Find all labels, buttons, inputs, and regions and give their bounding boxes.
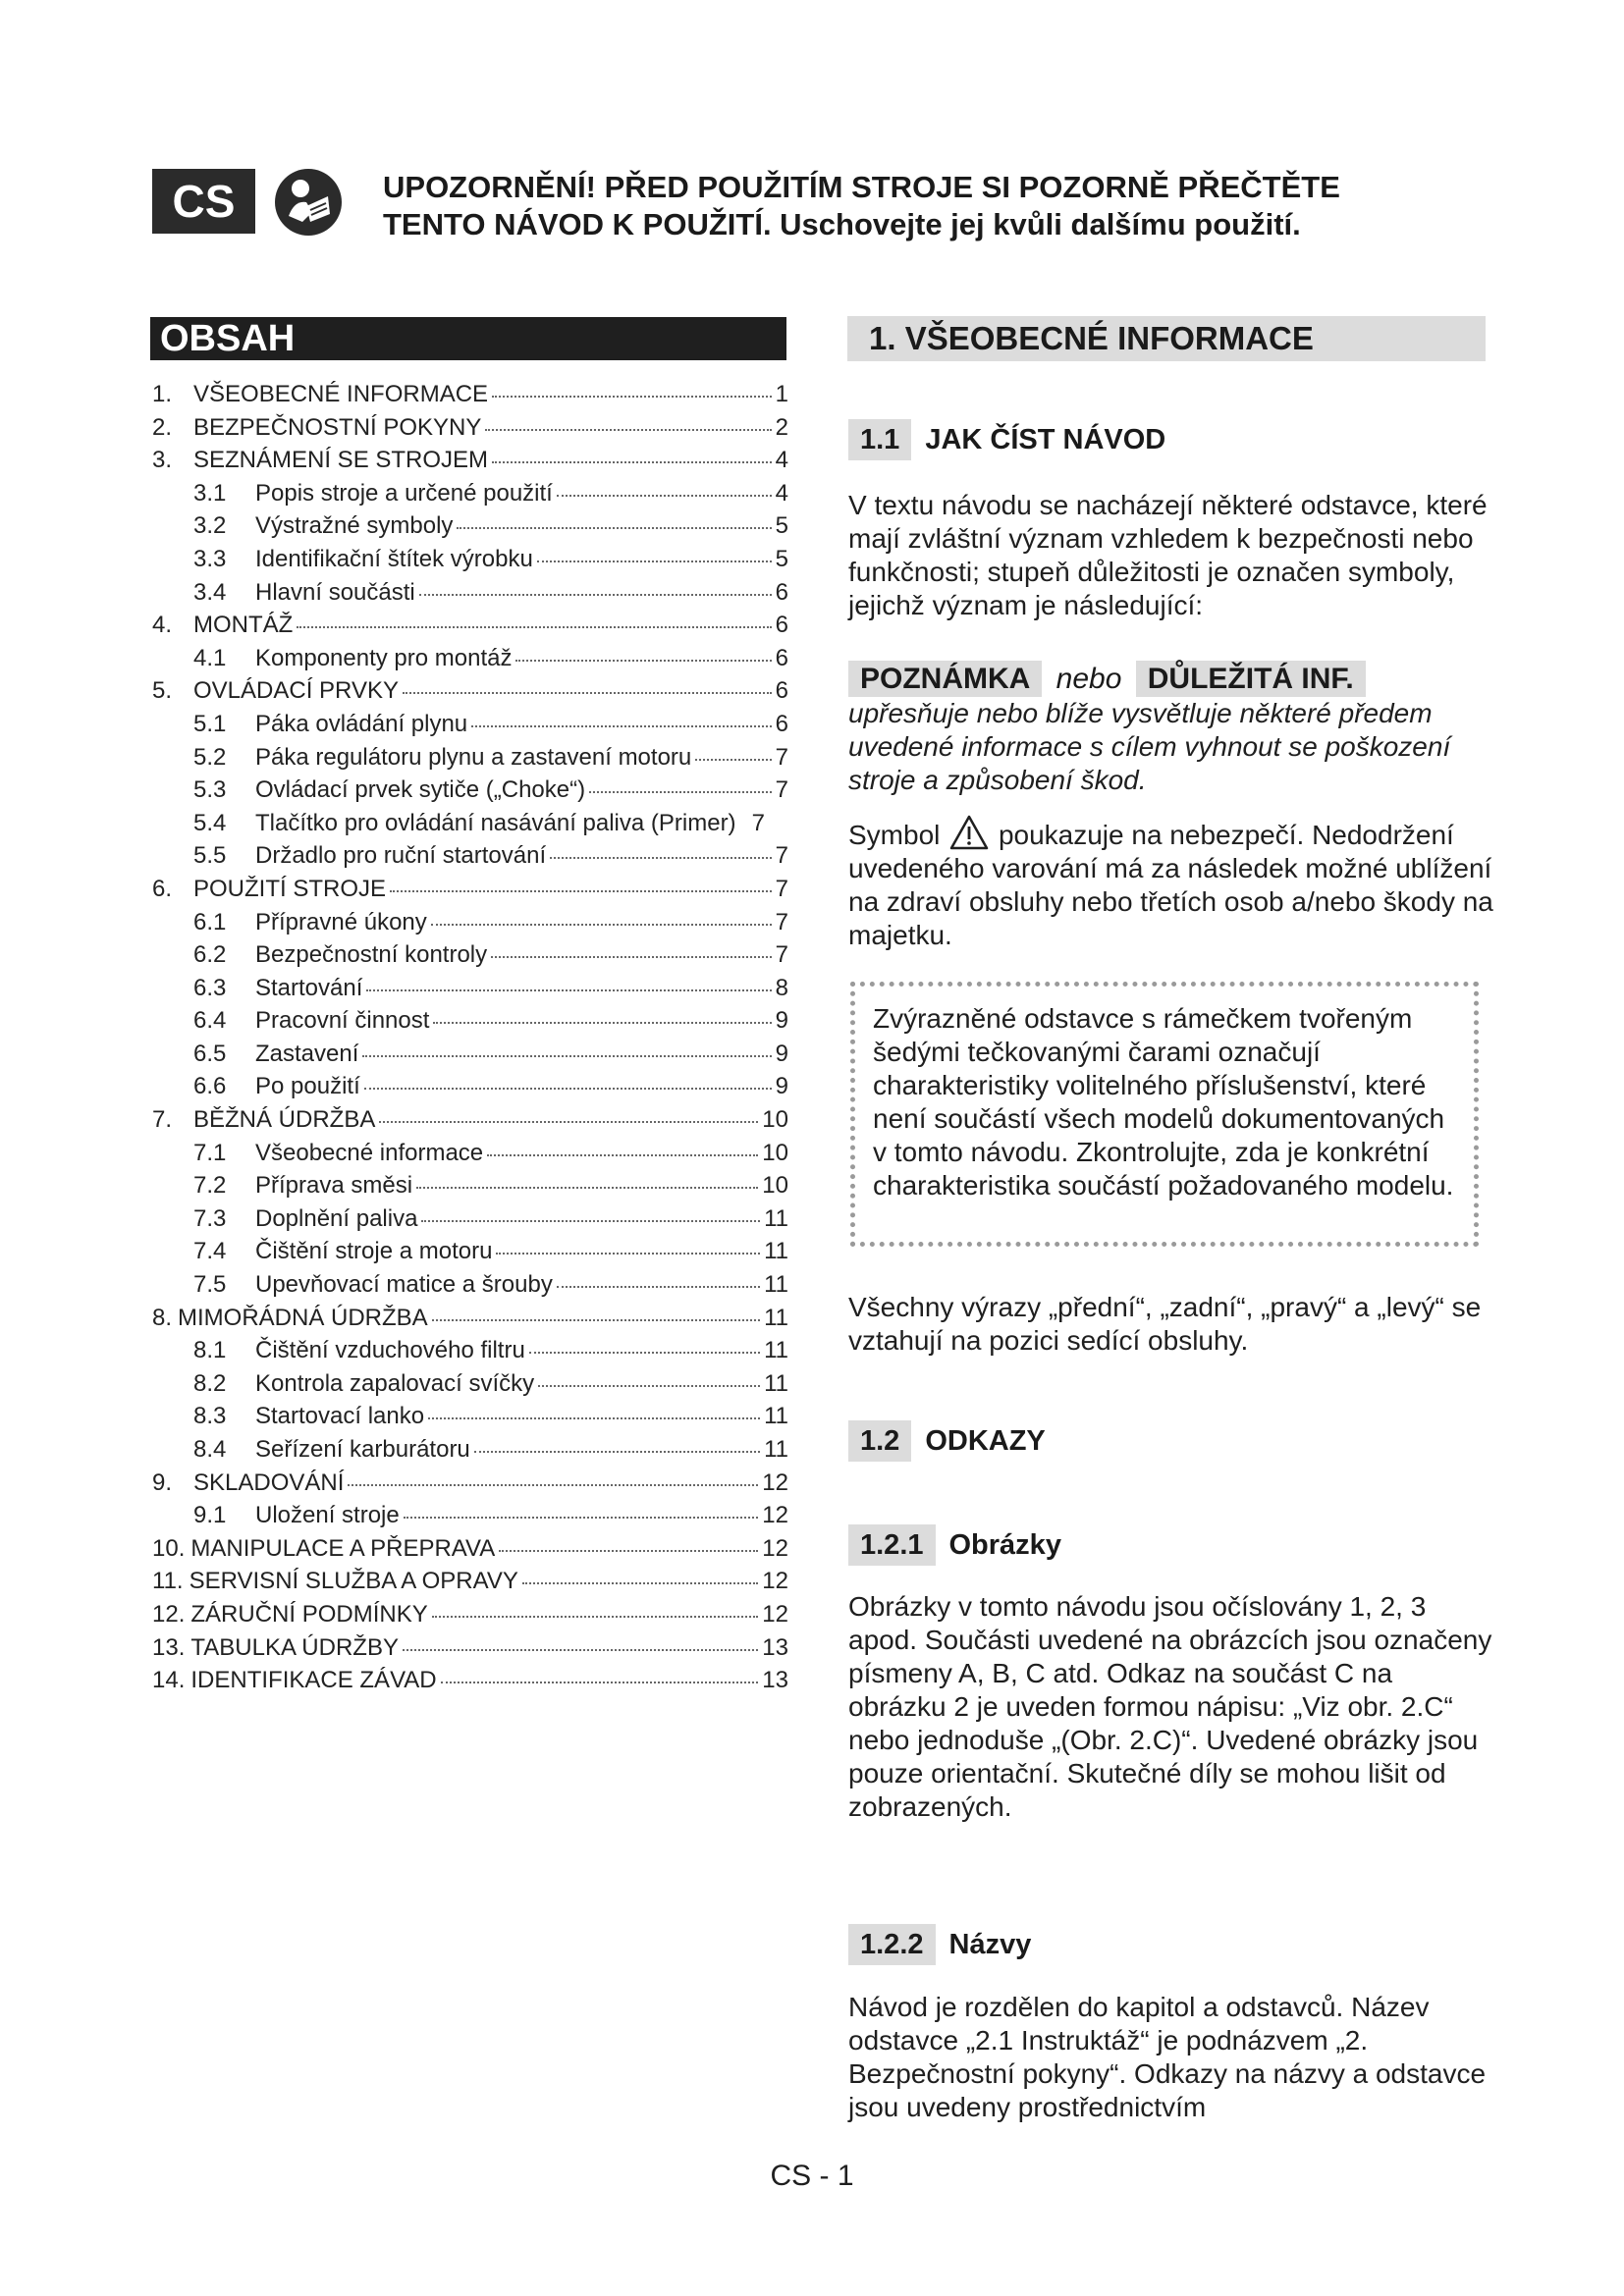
toc-entry-page: 12	[762, 1502, 788, 1529]
toc-leader-dots	[441, 1682, 759, 1683]
toc-entry-page: 7	[751, 809, 765, 836]
section-number: 1.2.1	[848, 1524, 936, 1566]
toc-leader-dots	[416, 1187, 758, 1189]
toc-leader-dots	[297, 626, 771, 628]
toc-entry-title: MANIPULACE A PŘEPRAVA	[190, 1534, 496, 1562]
toc-entry-number: 7.2	[193, 1172, 227, 1200]
toc-entry-title: Přípravné úkony	[255, 908, 427, 935]
toc-entry-number: 7.	[152, 1106, 173, 1134]
toc-leader-dots	[348, 1484, 758, 1486]
figures-paragraph: Obrázky v tomto návodu jsou očíslovány 1, 2, 3 apod. Součásti uvedené na obrázcích jsou označeny písmeny A, B, C atd. Odkaz na součást C na obrázku 2 je uveden formou nápisu: „Viz obr. 2.C“ nebo jednoduše „(Obr. 2.C)“. Uvedené obrázky jsou pouze orientační. Skutečné díly se mohou lišit od zobrazených.	[848, 1591, 1492, 1822]
toc-entry-page: 7	[775, 743, 788, 771]
toc-entry-page: 11	[764, 1369, 788, 1397]
warning-triangle-icon	[949, 815, 989, 850]
toc-entry	[152, 744, 788, 777]
toc-entry	[152, 1469, 788, 1503]
toc-entry-number: 3.2	[193, 512, 227, 540]
intro-paragraph: V textu návodu se nacházejí některé odstavce, které mají zvláštní význam vzhledem k bezpečnosti nebo funkčnosti; stupeň důležitosti je označen symboly, jejichž význam je následující:	[848, 490, 1488, 620]
toc-entry	[152, 645, 788, 678]
language-badge: CS	[152, 169, 255, 234]
toc-entry	[152, 1172, 788, 1205]
toc-entry-page: 7	[775, 941, 788, 969]
section-title: Obrázky	[948, 1528, 1061, 1561]
toc-entry-number: 3.4	[193, 578, 227, 606]
toc-entry	[152, 711, 788, 744]
toc-entry-page: 4	[775, 447, 788, 474]
optional-feature-text: Zvýrazněné odstavce s rámečkem tvořeným šedými tečkovanými čarami označují charakteristiky volitelného příslušenství, které není součástí všech modelů dokumentovaných v tomto návodu. Zkontrolujte, zda je konkrétní charakteristika součástí požadovaného modelu.	[873, 1003, 1454, 1201]
section-title: ODKAZY	[925, 1424, 1046, 1457]
toc-entry	[152, 1403, 788, 1436]
toc-leader-dots	[421, 1220, 760, 1222]
section-number: 1.2	[848, 1420, 911, 1462]
toc-leader-dots	[557, 495, 772, 497]
toc-entry-number: 6.	[152, 875, 173, 902]
toc-entry	[152, 941, 788, 975]
toc-entry-page: 7	[775, 776, 788, 804]
toc-entry	[152, 776, 788, 810]
toc-leader-dots	[491, 956, 772, 958]
toc-entry-title: SKLADOVÁNÍ	[193, 1468, 345, 1496]
toc-entry	[152, 909, 788, 942]
toc-entry	[152, 975, 788, 1008]
toc-entry-number: 7.5	[193, 1271, 227, 1299]
or-word: nebo	[1056, 663, 1122, 695]
toc-entry-title: Čištění stroje a motoru	[255, 1238, 493, 1265]
toc-entry-page: 10	[762, 1139, 788, 1166]
symbol-text-before: Symbol	[848, 820, 941, 850]
toc-entry	[152, 677, 788, 711]
toc-entry-number: 5.3	[193, 776, 227, 804]
toc-entry-title: Tlačítko pro ovládání nasávání paliva (Primer)	[255, 809, 736, 836]
toc-entry-page: 13	[762, 1633, 788, 1661]
important-tag: DŮLEŽITÁ INF.	[1136, 661, 1366, 697]
toc-entry-title: Všeobecné informace	[255, 1139, 484, 1166]
toc-leader-dots	[515, 660, 771, 662]
toc-entry-title: Doplnění paliva	[255, 1204, 418, 1232]
toc-leader-dots	[366, 989, 771, 991]
toc-entry-page: 9	[775, 1007, 788, 1035]
toc-entry-page: 11	[764, 1403, 788, 1430]
section-title: Názvy	[948, 1928, 1032, 1960]
toc-entry	[152, 1502, 788, 1535]
toc-entry-title: OVLÁDACÍ PRVKY	[193, 677, 399, 705]
toc-entry-page: 10	[762, 1106, 788, 1134]
note-tag: POZNÁMKA	[848, 661, 1042, 697]
toc-leader-dots	[433, 1022, 771, 1024]
toc-entry-number: 7.1	[193, 1139, 227, 1166]
toc-entry-page: 12	[762, 1468, 788, 1496]
note-paragraph: upřesňuje nebo blíže vysvětluje některé předem uvedené informace s cílem vyhnout se poškození stroje a způsobení škod.	[848, 698, 1451, 795]
section-1-2-heading	[848, 1420, 1046, 1462]
toc-entry-number: 5.	[152, 677, 173, 705]
toc-leader-dots	[403, 1649, 758, 1651]
toc-entry-title: Komponenty pro montáž	[255, 644, 513, 671]
toc-leader-dots	[550, 857, 772, 859]
toc-leader-dots	[522, 1582, 758, 1584]
toc-entry-title: Startovací lanko	[255, 1403, 425, 1430]
table-of-contents	[152, 381, 788, 1700]
toc-entry	[152, 1568, 788, 1601]
names-paragraph: Návod je rozdělen do kapitol a odstavců. Název odstavce „2.1 Instruktáž“ je podnázvem „2. Bezpečnostní pokyny“. Odkazy na názvy a odstavce jsou uvedeny prostřednictvím	[848, 1992, 1487, 2122]
toc-entry-number: 3.1	[193, 479, 227, 507]
toc-entry	[152, 1073, 788, 1106]
toc-entry-title: Identifikační štítek výrobku	[255, 545, 533, 572]
toc-entry-page: 8	[775, 974, 788, 1001]
toc-entry-page: 7	[775, 842, 788, 870]
toc-entry-number: 9.1	[193, 1502, 227, 1529]
toc-entry-page: 2	[775, 413, 788, 441]
section-1-2-2-heading	[848, 1924, 1031, 1965]
toc-entry-page: 1	[775, 381, 788, 407]
toc-entry	[152, 1106, 788, 1140]
toc-entry-title: Páka ovládání plynu	[255, 710, 468, 737]
warning-line-2: TENTO NÁVOD K POUŽITÍ. Uschovejte jej kvůli dalšímu použití.	[383, 207, 1301, 241]
toc-leader-dots	[428, 1417, 760, 1419]
toc-entry-title: Popis stroje a určené použití	[255, 479, 553, 507]
toc-entry-page: 12	[762, 1568, 788, 1595]
toc-leader-dots	[487, 1154, 758, 1156]
section-number: 1.2.2	[848, 1924, 936, 1965]
section-1-1-heading	[848, 419, 1165, 460]
toc-entry-number: 8.	[152, 1304, 173, 1331]
toc-leader-dots	[471, 725, 771, 727]
toc-leader-dots	[431, 924, 772, 926]
toc-leader-dots	[364, 1088, 772, 1090]
toc-entry-number: 8.1	[193, 1337, 227, 1364]
read-manual-icon	[273, 167, 344, 238]
symbol-paragraph	[848, 815, 1496, 952]
toc-entry	[152, 480, 788, 513]
toc-entry-page: 11	[764, 1271, 788, 1299]
toc-entry-page: 11	[764, 1337, 788, 1364]
section-1-2-1-heading	[848, 1524, 1061, 1566]
toc-leader-dots	[362, 1055, 771, 1057]
toc-entry	[152, 1007, 788, 1041]
toc-leader-dots	[538, 1385, 760, 1387]
toc-entry	[152, 1634, 788, 1668]
toc-entry-number: 10.	[152, 1534, 186, 1562]
toc-entry-page: 5	[775, 512, 788, 540]
toc-leader-dots	[457, 527, 771, 529]
safety-warning	[383, 169, 1365, 243]
toc-entry-number: 4.	[152, 612, 173, 639]
toc-entry-title: Čištění vzduchového filtru	[255, 1337, 525, 1364]
toc-entry-number: 6.5	[193, 1040, 227, 1067]
toc-entry	[152, 1305, 788, 1338]
toc-entry-title: MONTÁŽ	[193, 612, 294, 639]
toc-entry	[152, 1436, 788, 1469]
toc-leader-dots	[496, 1253, 760, 1255]
toc-entry-title: Držadlo pro ruční startování	[255, 842, 547, 870]
toc-leader-dots	[589, 791, 772, 793]
toc-entry-title: MIMOŘÁDNÁ ÚDRŽBA	[178, 1304, 428, 1331]
toc-leader-dots	[432, 1616, 759, 1618]
toc-leader-dots	[419, 594, 772, 596]
toc-entry-number: 9.	[152, 1468, 173, 1496]
toc-entry-title: SERVISNÍ SLUŽBA A OPRAVY	[189, 1568, 518, 1595]
toc-entry-title: Seřízení karburátoru	[255, 1436, 470, 1463]
toc-entry-number: 5.2	[193, 743, 227, 771]
toc-entry-page: 13	[762, 1667, 788, 1694]
toc-entry-number: 8.2	[193, 1369, 227, 1397]
toc-entry-title: BEZPEČNOSTNÍ POKYNY	[193, 413, 482, 441]
toc-entry-number: 6.3	[193, 974, 227, 1001]
toc-leader-dots	[492, 461, 772, 463]
toc-entry	[152, 546, 788, 579]
toc-entry-title: Ovládací prvek sytiče („Choke“)	[255, 776, 586, 804]
toc-leader-dots	[403, 692, 772, 694]
toc-title: OBSAH	[150, 317, 786, 360]
toc-entry-page: 11	[764, 1238, 788, 1265]
toc-entry-number: 7.4	[193, 1238, 227, 1265]
note-tags	[848, 660, 1366, 699]
toc-entry-number: 3.	[152, 447, 173, 474]
toc-entry-number: 6.1	[193, 908, 227, 935]
toc-leader-dots	[474, 1451, 760, 1453]
toc-entry-page: 4	[775, 479, 788, 507]
section-number: 1.1	[848, 419, 911, 460]
toc-entry-number: 5.5	[193, 842, 227, 870]
toc-entry-number: 4.1	[193, 644, 227, 671]
toc-entry-title: ZÁRUČNÍ PODMÍNKY	[190, 1600, 428, 1628]
toc-entry	[152, 447, 788, 480]
toc-entry-title: SEZNÁMENÍ SE STROJEM	[193, 447, 489, 474]
toc-entry-title: Upevňovací matice a šrouby	[255, 1271, 553, 1299]
toc-leader-dots	[499, 1550, 758, 1552]
toc-entry-title: Bezpečnostní kontroly	[255, 941, 488, 969]
toc-entry-page: 11	[764, 1436, 788, 1463]
toc-entry-number: 13.	[152, 1633, 186, 1661]
toc-entry-title: POUŽITÍ STROJE	[193, 875, 387, 902]
direction-paragraph: Všechny výrazy „přední“, „zadní“, „pravý“ a „levý“ se vztahují na pozici sedící obsluhy.	[848, 1292, 1482, 1356]
toc-entry	[152, 381, 788, 414]
toc-entry-page: 11	[764, 1204, 788, 1232]
toc-entry	[152, 612, 788, 645]
toc-entry-page: 12	[762, 1534, 788, 1562]
toc-entry-number: 11.	[152, 1568, 184, 1595]
toc-entry	[152, 842, 788, 876]
toc-entry-number: 6.4	[193, 1007, 227, 1035]
toc-entry-page: 6	[775, 710, 788, 737]
toc-entry	[152, 876, 788, 909]
section-1-heading: 1. VŠEOBECNÉ INFORMACE	[847, 316, 1486, 361]
toc-entry	[152, 810, 788, 843]
toc-entry-number: 8.3	[193, 1403, 227, 1430]
toc-entry-title: IDENTIFIKACE ZÁVAD	[190, 1667, 437, 1694]
toc-entry-page: 9	[775, 1040, 788, 1067]
toc-entry-title: Startování	[255, 974, 363, 1001]
toc-entry-page: 5	[775, 545, 788, 572]
section-title: JAK ČÍST NÁVOD	[925, 423, 1166, 455]
toc-entry-title: Páka regulátoru plynu a zastavení motoru	[255, 743, 692, 771]
toc-entry-page: 6	[775, 578, 788, 606]
toc-leader-dots	[390, 890, 772, 892]
toc-entry	[152, 1271, 788, 1305]
toc-leader-dots	[492, 396, 772, 398]
toc-entry	[152, 1370, 788, 1404]
toc-leader-dots	[529, 1352, 760, 1354]
toc-entry-number: 7.3	[193, 1204, 227, 1232]
toc-entry-page: 9	[775, 1073, 788, 1100]
toc-entry	[152, 512, 788, 546]
toc-entry-page: 10	[762, 1172, 788, 1200]
toc-leader-dots	[404, 1517, 759, 1519]
toc-entry	[152, 1205, 788, 1239]
toc-leader-dots	[432, 1319, 760, 1321]
toc-entry	[152, 1601, 788, 1634]
toc-entry	[152, 1667, 788, 1700]
toc-entry-title: TABULKA ÚDRŽBY	[190, 1633, 399, 1661]
toc-entry-page: 7	[775, 875, 788, 902]
toc-leader-dots	[485, 429, 771, 431]
page-number: CS - 1	[770, 2160, 854, 2192]
optional-feature-box	[850, 982, 1479, 1247]
toc-entry-number: 3.3	[193, 545, 227, 572]
toc-leader-dots	[695, 759, 771, 761]
toc-entry-page: 11	[764, 1304, 788, 1331]
toc-entry-number: 12.	[152, 1600, 186, 1628]
toc-entry-number: 5.4	[193, 809, 227, 836]
toc-leader-dots	[537, 561, 772, 562]
toc-entry	[152, 1238, 788, 1271]
toc-entry	[152, 1535, 788, 1569]
toc-entry-title: VŠEOBECNÉ INFORMACE	[193, 381, 489, 407]
toc-entry-title: Po použití	[255, 1073, 360, 1100]
toc-entry-title: Uložení stroje	[255, 1502, 400, 1529]
toc-entry-title: Příprava směsi	[255, 1172, 413, 1200]
toc-entry-number: 14.	[152, 1667, 186, 1694]
toc-entry	[152, 414, 788, 448]
toc-entry-title: Zastavení	[255, 1040, 359, 1067]
toc-entry-page: 6	[775, 677, 788, 705]
toc-entry-title: Výstražné symboly	[255, 512, 454, 540]
toc-entry-title: Pracovní činnost	[255, 1007, 430, 1035]
toc-entry-number: 5.1	[193, 710, 227, 737]
toc-entry-title: BĚŽNÁ ÚDRŽBA	[193, 1106, 376, 1134]
toc-entry-title: Hlavní součásti	[255, 578, 415, 606]
toc-entry-number: 8.4	[193, 1436, 227, 1463]
toc-entry	[152, 1337, 788, 1370]
toc-entry-page: 6	[775, 644, 788, 671]
toc-leader-dots	[379, 1121, 758, 1123]
toc-entry-title: Kontrola zapalovací svíčky	[255, 1369, 535, 1397]
toc-entry-number: 6.2	[193, 941, 227, 969]
toc-entry	[152, 579, 788, 613]
toc-entry	[152, 1041, 788, 1074]
toc-entry-page: 7	[775, 908, 788, 935]
toc-entry-number: 2.	[152, 413, 173, 441]
toc-entry-number: 1.	[152, 381, 173, 407]
warning-line-1: UPOZORNĚNÍ! PŘED POUŽITÍM STROJE SI POZORNĚ PŘEČTĚTE	[383, 170, 1340, 204]
toc-entry	[152, 1140, 788, 1173]
toc-entry-number: 6.6	[193, 1073, 227, 1100]
toc-leader-dots	[557, 1286, 760, 1288]
toc-entry-page: 12	[762, 1600, 788, 1628]
symbol-text-after: poukazuje na nebezpečí. Nedodržení uvedeného varování má za následek možné ublížení na zdraví obsluhy nebo třetích osob a/nebo škody na majetku.	[848, 820, 1493, 950]
toc-entry-page: 6	[775, 612, 788, 639]
